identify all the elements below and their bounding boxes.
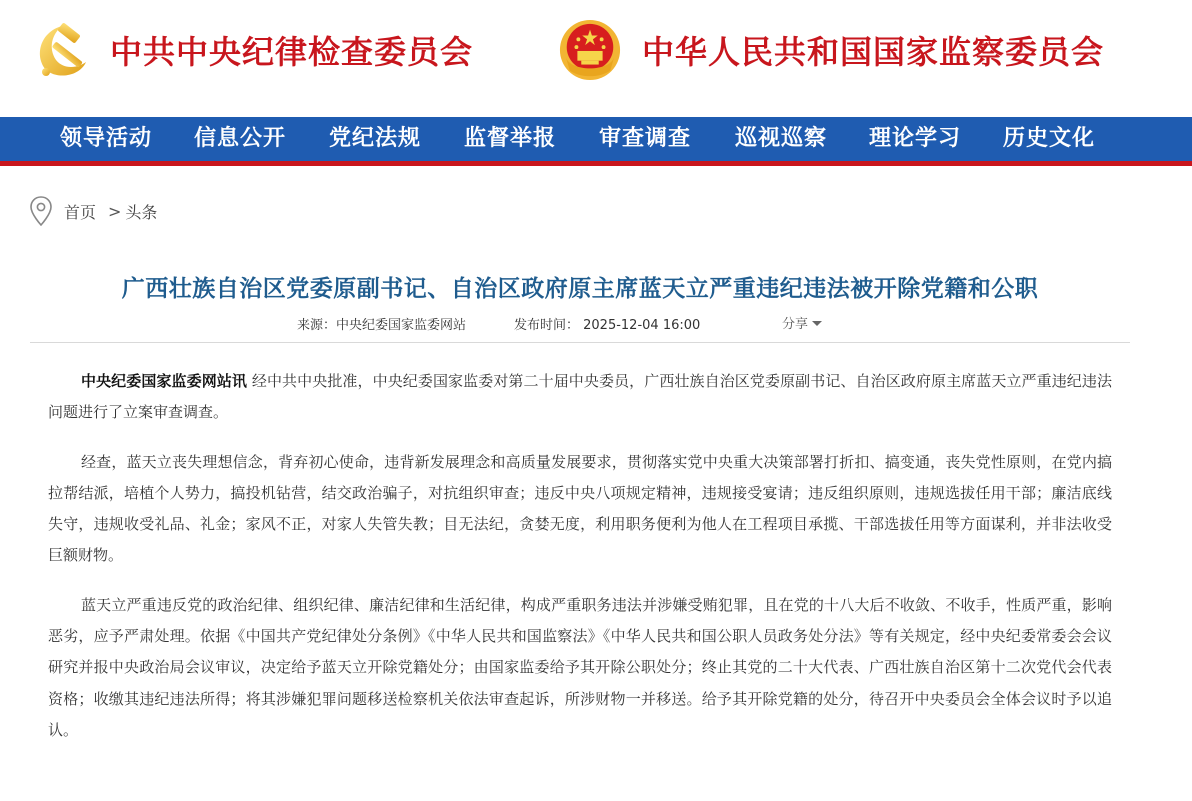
breadcrumb-separator: > bbox=[108, 201, 122, 221]
article-lead: 中央纪委国家监委网站讯 bbox=[81, 372, 248, 390]
chevron-down-icon bbox=[812, 321, 822, 326]
nav-item-inspection[interactable]: 巡视巡察 bbox=[735, 125, 828, 151]
article-date: 发布时间： 2025-12-04 16:00 bbox=[514, 318, 701, 333]
national-emblem-icon bbox=[558, 18, 622, 82]
brand-title-nsc: 中华人民共和国国家监察委员会 bbox=[642, 33, 1105, 71]
location-pin-icon bbox=[30, 196, 52, 226]
share-button[interactable] bbox=[782, 313, 822, 332]
breadcrumb-home-link[interactable]: 首页 bbox=[64, 202, 97, 222]
brand-nsc[interactable] bbox=[558, 18, 1104, 82]
nav-item-history-culture[interactable]: 历史文化 bbox=[1003, 125, 1096, 151]
nav-item-info-disclosure[interactable]: 信息公开 bbox=[194, 125, 287, 151]
nav-item-leadership[interactable]: 领导活动 bbox=[60, 125, 153, 151]
article-source: 来源：中央纪委国家监委网站 bbox=[297, 318, 467, 333]
share-label: 分享 bbox=[782, 317, 809, 332]
article-paragraph-3: 蓝天立严重违反党的政治纪律、组织纪律、廉洁纪律和生活纪律，构成严重职务违法并涉嫌受贿犯罪，且在党的十八大后不收敛、不收手，性质严重，影响恶劣，应予严肃处理。依据《中国共产党纪律处分条例》《中华人民共和国监察法》《中华人民共和国公职人员政务处分法》等有关规定，经中央纪委常委会会议研究并报中央政治局会议审议，决定给予蓝天立开除党籍处分；由国家监委给予其开除公职处分；终止其党的二十大代表、广西壮族自治区第十二次党代会代表资格；收缴其违纪违法所得；将其涉嫌犯罪问题移送检察机关依法审查起诉，所涉财物一并移送。给予其开除党籍的处分，待召开中央委员会全体会议时予以追认。 bbox=[48, 595, 1112, 739]
article-p1-text: 经中共中央批准，中央纪委国家监委对第二十届中央委员，广西壮族自治区党委原副书记、自治区政府原主席蓝天立严重违纪违法问题进行了立案审查调查。 bbox=[48, 372, 1112, 422]
nav-item-supervision-report[interactable]: 监督举报 bbox=[464, 125, 557, 151]
breadcrumb bbox=[30, 196, 157, 226]
article-title: 广西壮族自治区党委原副书记、自治区政府原主席蓝天立严重违纪违法被开除党籍和公职 bbox=[121, 276, 1039, 303]
nav-item-theory-study[interactable]: 理论学习 bbox=[869, 125, 962, 151]
article-body bbox=[48, 366, 1112, 764]
article-paragraph-2: 经查，蓝天立丧失理想信念，背弃初心使命，违背新发展理念和高质量发展要求，贯彻落实党中央重大决策部署打折扣、搞变通，丧失党性原则，在党内搞拉帮结派，培植个人势力，搞投机钻营，结交政治骗子，对抗组织审查；违反中央八项规定精神，违规接受宴请；违反组织原则，违规选拔任用干部；廉洁底线失守，违规收受礼品、礼金；家风不正，对家人失管失教；目无法纪，贪婪无度，利用职务便利为他人在工程项目承揽、干部选拔任用等方面谋利，并非法收受巨额财物。 bbox=[48, 452, 1112, 565]
brand-cpc-ccdi[interactable] bbox=[32, 18, 473, 82]
main-nav bbox=[0, 117, 1192, 166]
site-header bbox=[0, 0, 1192, 117]
breadcrumb-current[interactable]: 头条 bbox=[125, 202, 158, 222]
party-emblem-icon bbox=[32, 18, 96, 82]
brand-title-ccdi: 中共中央纪律检查委员会 bbox=[110, 33, 474, 71]
nav-item-regulations[interactable]: 党纪法规 bbox=[329, 125, 422, 151]
article-paragraph-1 bbox=[48, 366, 1112, 429]
divider bbox=[30, 342, 1130, 343]
nav-item-investigation[interactable]: 审查调查 bbox=[599, 125, 692, 151]
